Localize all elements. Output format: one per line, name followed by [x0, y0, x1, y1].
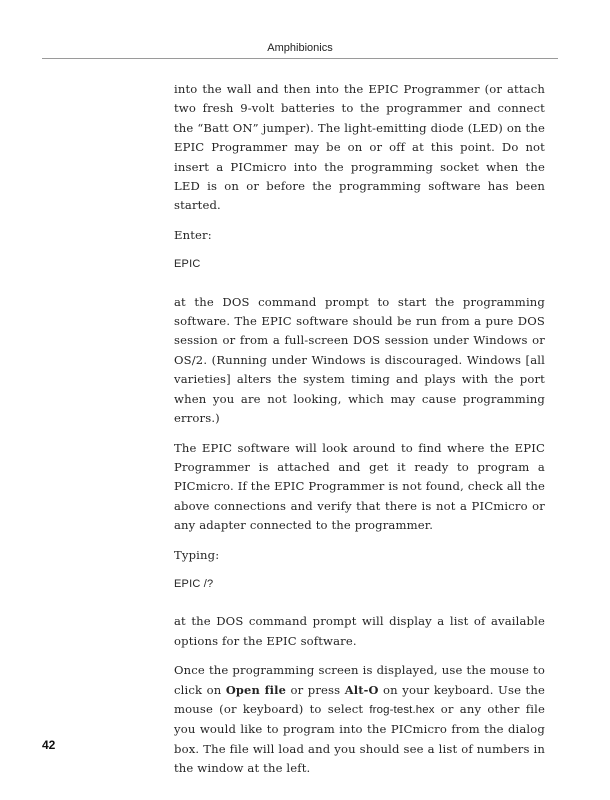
command-epic-help: EPIC /? — [174, 577, 214, 590]
paragraph-typing: Typing: — [174, 547, 220, 562]
open-file-text-4: or any other file you would like to program into the PICmicro from the dialog box. The file will load and you should see a list of numbers in the window at the left. — [174, 701, 545, 776]
paragraph-enter: Enter: — [174, 227, 212, 242]
alt-o-shortcut: Alt-O — [344, 682, 379, 697]
paragraph-open-file — [174, 661, 545, 778]
open-file-text-3: on your keyboard. Use the mouse (or keyboard) to select — [174, 682, 545, 716]
paragraph-dos-prompt: at the DOS command prompt to start the programming software. The EPIC software should be run from a pure DOS session or from a full-screen DOS session under Windows or OS/2. (Running under Windows is discouraged. Windows [all varieties] alters the system timing and plays with the port when you are not looking, which may cause programming errors.) — [174, 294, 545, 426]
paragraph-epic-software: The EPIC software will look around to find where the EPIC Programmer is attached and get it ready to program a PICmicro. If the EPIC Programmer is not found, check all the above connections and verify that there is not a PICmicro or any adapter connected to the programmer. — [174, 440, 545, 533]
open-file-text-2: or press — [286, 682, 345, 697]
body-text — [174, 80, 545, 789]
command-epic: EPIC — [174, 258, 201, 271]
running-head: Amphibionics — [267, 42, 333, 54]
paragraph-options: at the DOS command prompt will display a list of available options for the EPIC software. — [174, 614, 545, 648]
hex-filename: frog-test.hex — [369, 703, 435, 716]
open-file-text-1: Once the programming screen is displayed, use the mouse to click on — [174, 663, 545, 697]
open-file-command: Open file — [225, 682, 287, 697]
page-number: 42 — [42, 738, 56, 752]
header-rule — [42, 58, 558, 59]
paragraph-power-setup: into the wall and then into the EPIC Programmer (or attach two fresh 9-volt batteries to the programmer and connect the “Batt ON” jumper). The light-emitting diode (LED) on the EPIC Programmer may be on or off at this point. Do not insert a PICmicro into the programming socket when the LED is on or before the programming software has been started. — [174, 82, 545, 213]
